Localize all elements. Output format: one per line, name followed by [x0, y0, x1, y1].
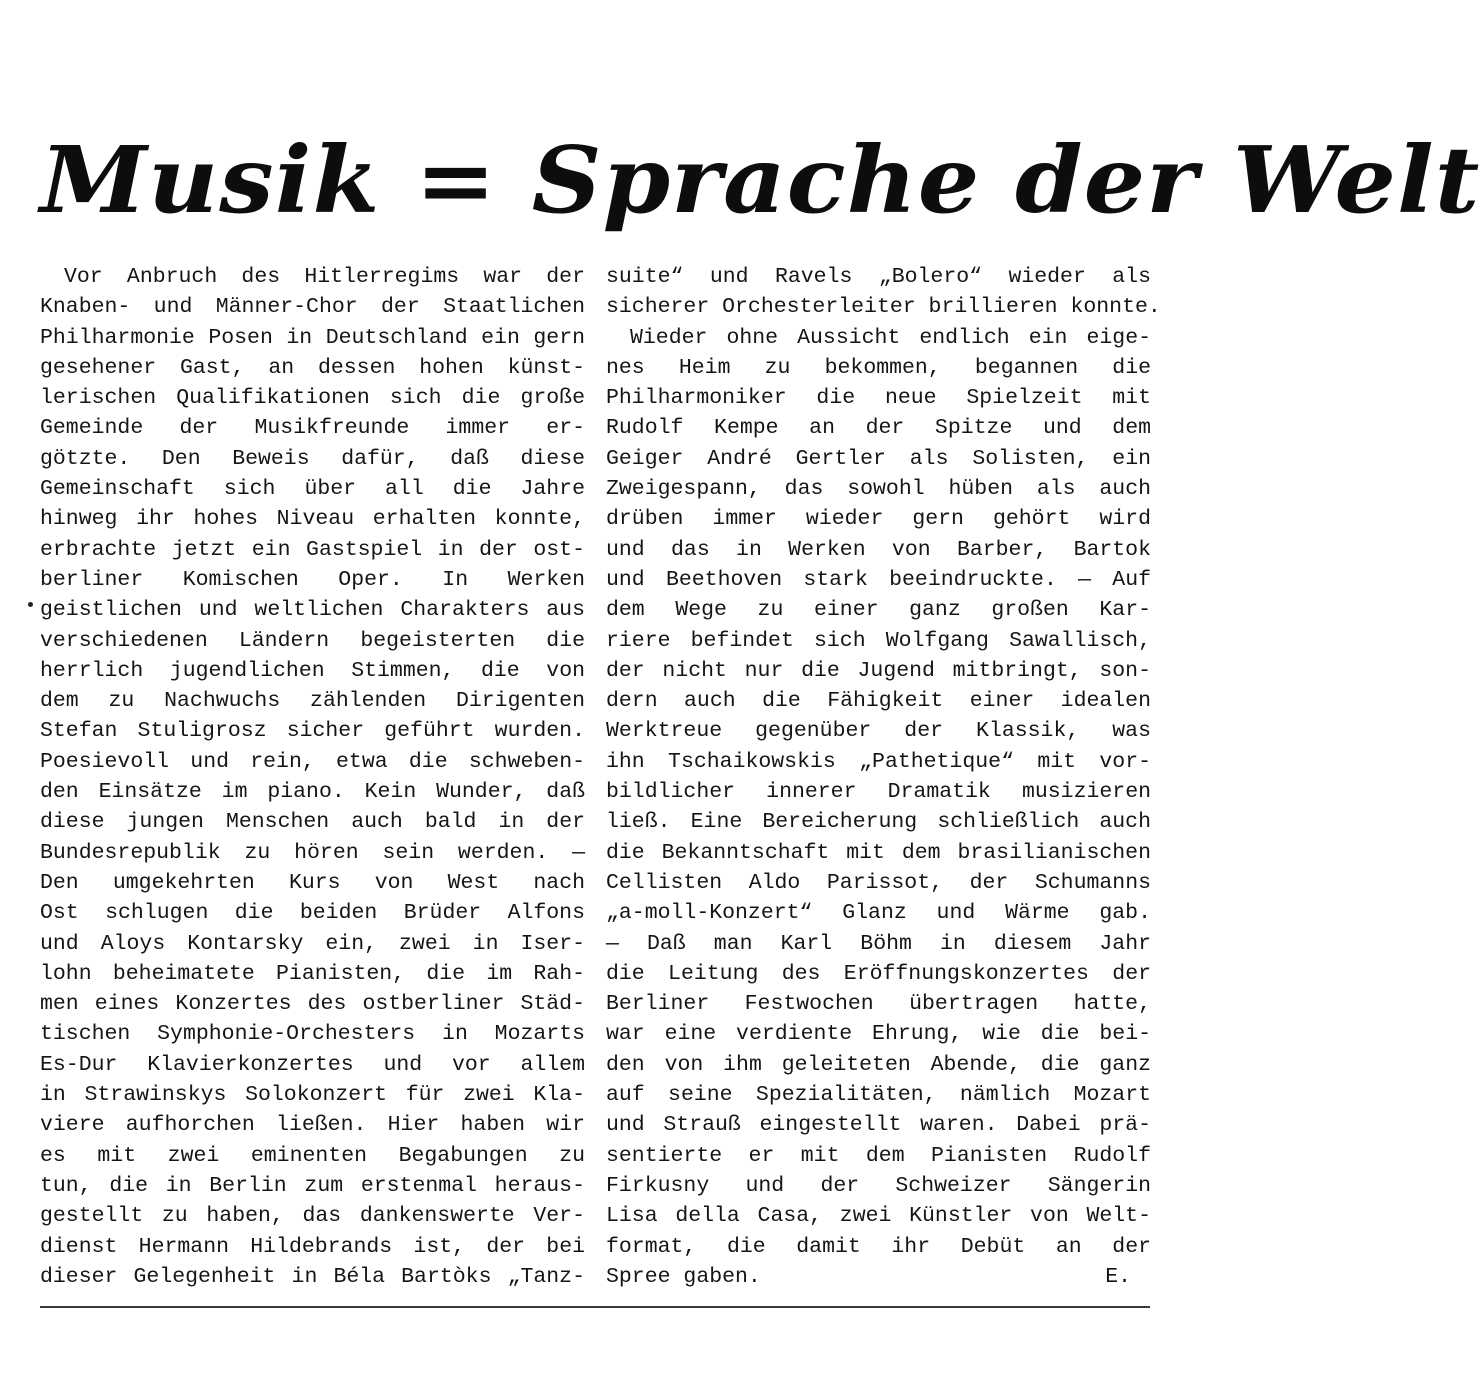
text-line: Es-Dur Klavierkonzertes und vor allem — [40, 1052, 585, 1077]
text-line: Berliner Festwochen übertragen hatte, — [606, 992, 1151, 1017]
text-line: und Strauß eingestellt waren. Dabei prä- — [606, 1113, 1151, 1138]
text-line: Cellisten Aldo Parissot, der Schumanns — [606, 870, 1151, 895]
text-line: Wieder ohne Aussicht endlich ein eige- — [630, 325, 1151, 350]
text-line: ließ. Eine Bereicherung schließlich auch — [606, 810, 1151, 835]
text-line: dieser Gelegenheit in Béla Bartòks „Tanz- — [40, 1264, 585, 1289]
closing-line — [606, 1262, 1151, 1292]
text-line: Zweigespann, das sowohl hüben als auch — [606, 477, 1151, 502]
author-signature: E. — [1105, 1264, 1131, 1289]
text-line: viere aufhorchen ließen. Hier haben wir — [40, 1113, 585, 1138]
closing-text: Spree gaben. — [606, 1264, 761, 1289]
text-line: Firkusny und der Schweizer Sängerin — [606, 1173, 1151, 1198]
text-line: Philharmonie Posen in Deutschland ein gern — [40, 325, 585, 350]
text-line: Knaben- und Männer-Chor der Staatlichen — [40, 295, 585, 320]
text-line: dem Wege zu einer ganz großen Kar- — [606, 598, 1151, 623]
text-line: tun, die in Berlin zum erstenmal heraus- — [40, 1173, 585, 1198]
text-line: hinweg ihr hohes Niveau erhalten konnte, — [40, 507, 585, 532]
text-line: dern auch die Fähigkeit einer idealen — [606, 689, 1151, 714]
text-line: in Strawinskys Solokonzert für zwei Kla- — [40, 1083, 585, 1108]
text-line: Den umgekehrten Kurs von West nach — [40, 870, 585, 895]
text-line: Geiger André Gertler als Solisten, ein — [606, 446, 1151, 471]
text-line: Werktreue gegenüber der Klassik, was — [606, 719, 1151, 744]
text-line: men eines Konzertes des ostberliner Städ- — [40, 992, 585, 1017]
text-line: Gemeinde der Musikfreunde immer er- — [40, 416, 585, 441]
text-line: format, die damit ihr Debüt an der — [606, 1234, 1151, 1259]
text-line: Poesievoll und rein, etwa die schweben- — [40, 749, 585, 774]
text-line: Stefan Stuligrosz sicher geführt wurden. — [40, 719, 585, 744]
text-line: und Aloys Kontarsky ein, zwei in Iser- — [40, 931, 585, 956]
text-line: riere befindet sich Wolfgang Sawallisch, — [606, 628, 1151, 653]
text-line: und das in Werken von Barber, Bartok — [606, 537, 1151, 562]
text-line: bildlicher innerer Dramatik musizieren — [606, 780, 1151, 805]
text-line: „a-moll-Konzert“ Glanz und Wärme gab. — [606, 901, 1151, 926]
bottom-rule — [40, 1306, 1150, 1308]
text-line: tischen Symphonie-Orchesters in Mozarts — [40, 1022, 585, 1047]
text-line: suite“ und Ravels „Bolero“ wieder als — [606, 265, 1151, 289]
text-line: Bundesrepublik zu hören sein werden. — — [40, 840, 585, 865]
text-line: den Einsätze im piano. Kein Wunder, daß — [40, 780, 585, 805]
text-line: verschiedenen Ländern begeisterten die — [40, 628, 585, 653]
text-line: die Bekanntschaft mit dem brasilianischen — [606, 840, 1151, 865]
text-line: geistlichen und weltlichen Charakters aus — [40, 598, 585, 623]
text-line: Gemeinschaft sich über all die Jahre — [40, 477, 585, 502]
headline: Musik = Sprache der Welt — [40, 126, 1480, 234]
text-line: götzte. Den Beweis dafür, daß diese — [40, 446, 585, 471]
text-line: gesehener Gast, an dessen hohen künst- — [40, 355, 585, 380]
text-line: erbrachte jetzt ein Gastspiel in der ost- — [40, 537, 585, 562]
text-line: auf seine Spezialitäten, nämlich Mozart — [606, 1083, 1151, 1108]
text-line: gestellt zu haben, das dankenswerte Ver- — [40, 1204, 585, 1229]
right-column — [606, 262, 1161, 1292]
left-column — [40, 262, 585, 1292]
text-line: herrlich jugendlichen Stimmen, die von — [40, 658, 585, 683]
text-line: es mit zwei eminenten Begabungen zu — [40, 1143, 585, 1168]
text-line: lerischen Qualifikationen sich die große — [40, 386, 585, 411]
text-line: Vor Anbruch des Hitlerregims war der — [64, 265, 585, 289]
text-line: sicherer Orchesterleiter brillieren konnte. — [606, 295, 1161, 320]
text-line: der nicht nur die Jugend mitbringt, son- — [606, 658, 1151, 683]
text-line: die Leitung des Eröffnungskonzertes der — [606, 961, 1151, 986]
text-line: Lisa della Casa, zwei Künstler von Welt- — [606, 1204, 1151, 1229]
text-line: berliner Komischen Oper. In Werken — [40, 567, 585, 592]
text-line: Philharmoniker die neue Spielzeit mit — [606, 386, 1151, 411]
text-line: und Beethoven stark beeindruckte. — Auf — [606, 567, 1151, 592]
text-line: diese jungen Menschen auch bald in der — [40, 810, 585, 835]
text-line: — Daß man Karl Böhm in diesem Jahr — [606, 931, 1151, 956]
text-line: drüben immer wieder gern gehört wird — [606, 507, 1151, 532]
text-line: nes Heim zu bekommen, begannen die — [606, 355, 1151, 380]
text-line: sentierte er mit dem Pianisten Rudolf — [606, 1143, 1151, 1168]
text-line: lohn beheimatete Pianisten, die im Rah- — [40, 961, 585, 986]
text-line: Rudolf Kempe an der Spitze und dem — [606, 416, 1151, 441]
text-line: dem zu Nachwuchs zählenden Dirigenten — [40, 689, 585, 714]
text-line: dienst Hermann Hildebrands ist, der bei — [40, 1234, 585, 1259]
text-line: den von ihm geleiteten Abende, die ganz — [606, 1052, 1151, 1077]
text-line: Ost schlugen die beiden Brüder Alfons — [40, 901, 585, 926]
text-line: war eine verdiente Ehrung, wie die bei- — [606, 1022, 1151, 1047]
margin-mark — [28, 602, 33, 607]
text-line: ihn Tschaikowskis „Pathetique“ mit vor- — [606, 749, 1151, 774]
